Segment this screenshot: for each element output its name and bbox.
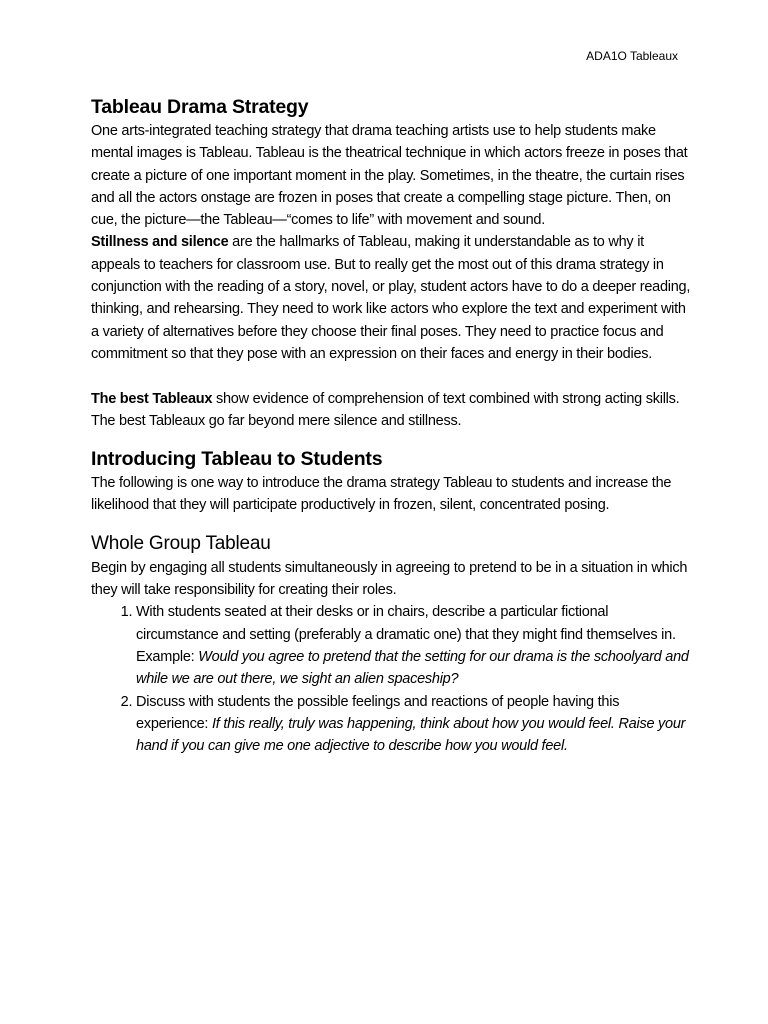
bold-phrase-stillness: Stillness and silence: [91, 234, 229, 251]
paragraph-intro: One arts-integrated teaching strategy that drama teaching artists use to help students make mental images is Tableau. Tableau is the theatrical technique in which actors freeze in poses that create a picture of one important moment in the play. Sometimes, in the theatre, the curtain rises and all the actors onstage are frozen in poses that create a compelling stage picture. Then, on cue, the picture—the Tableau—“comes to life” with movement and sound.: [91, 123, 688, 229]
section-title-introducing-tableau: Introducing Tableau to Students: [91, 448, 383, 471]
running-header: ADA1O Tableaux: [586, 49, 678, 63]
paragraph-best-tableaux: [91, 388, 691, 433]
bold-phrase-best-tableaux: The best Tableaux: [91, 390, 213, 407]
list-item: [136, 601, 691, 690]
list-item-text: Discuss with students the possible feelings and reactions of people having this experience:: [136, 693, 620, 732]
paragraph-stillness: [91, 231, 691, 365]
example-label: Example:: [136, 648, 199, 665]
paragraph-whole-group-intro: Begin by engaging all students simultaneously in agreeing to pretend to be in a situation in which they will take responsibility for creating their roles.: [91, 559, 688, 599]
document-body: [91, 94, 691, 757]
list-item: [136, 691, 691, 758]
example-italic-text: Would you agree to pretend that the setting for our drama is the schoolyard and while we are out there, we sight an alien spaceship?: [136, 648, 689, 688]
paragraph-best-tableaux-text: show evidence of comprehension of text combined with strong acting skills. The best Tableaux go far beyond mere silence and stillness.: [91, 390, 680, 429]
section-title-whole-group-tableau: Whole Group Tableau: [91, 532, 271, 554]
steps-list: [91, 601, 691, 757]
list-item-italic-text: If this really, truly was happening, think about how you would feel. Raise your hand if you can give me one adjective to describe how you would feel.: [136, 715, 686, 755]
list-item-text: With students seated at their desks or in chairs, describe a particular fictional circumstance and setting (preferably a dramatic one) that they might find themselves in.: [136, 604, 676, 643]
section-title-tableau-drama-strategy: Tableau Drama Strategy: [91, 96, 309, 118]
paragraph-introducing: The following is one way to introduce the drama strategy Tableau to students and increase the likelihood that they will participate productively in frozen, silent, concentrated posing.: [91, 475, 672, 514]
paragraph-stillness-text: are the hallmarks of Tableau, making it understandable as to why it appeals to teachers for classroom use. But to really get the most out of this drama strategy in conjunction with the reading of a story, novel, or play, student actors have to do a deeper reading, thinking, and rehearsing. They need to work like actors who explore the text and experiment with a variety of alternatives before they choose their final poses. They need to practice focus and commitment so that they pose with an expression on their faces and energy in their bodies.: [91, 234, 691, 362]
